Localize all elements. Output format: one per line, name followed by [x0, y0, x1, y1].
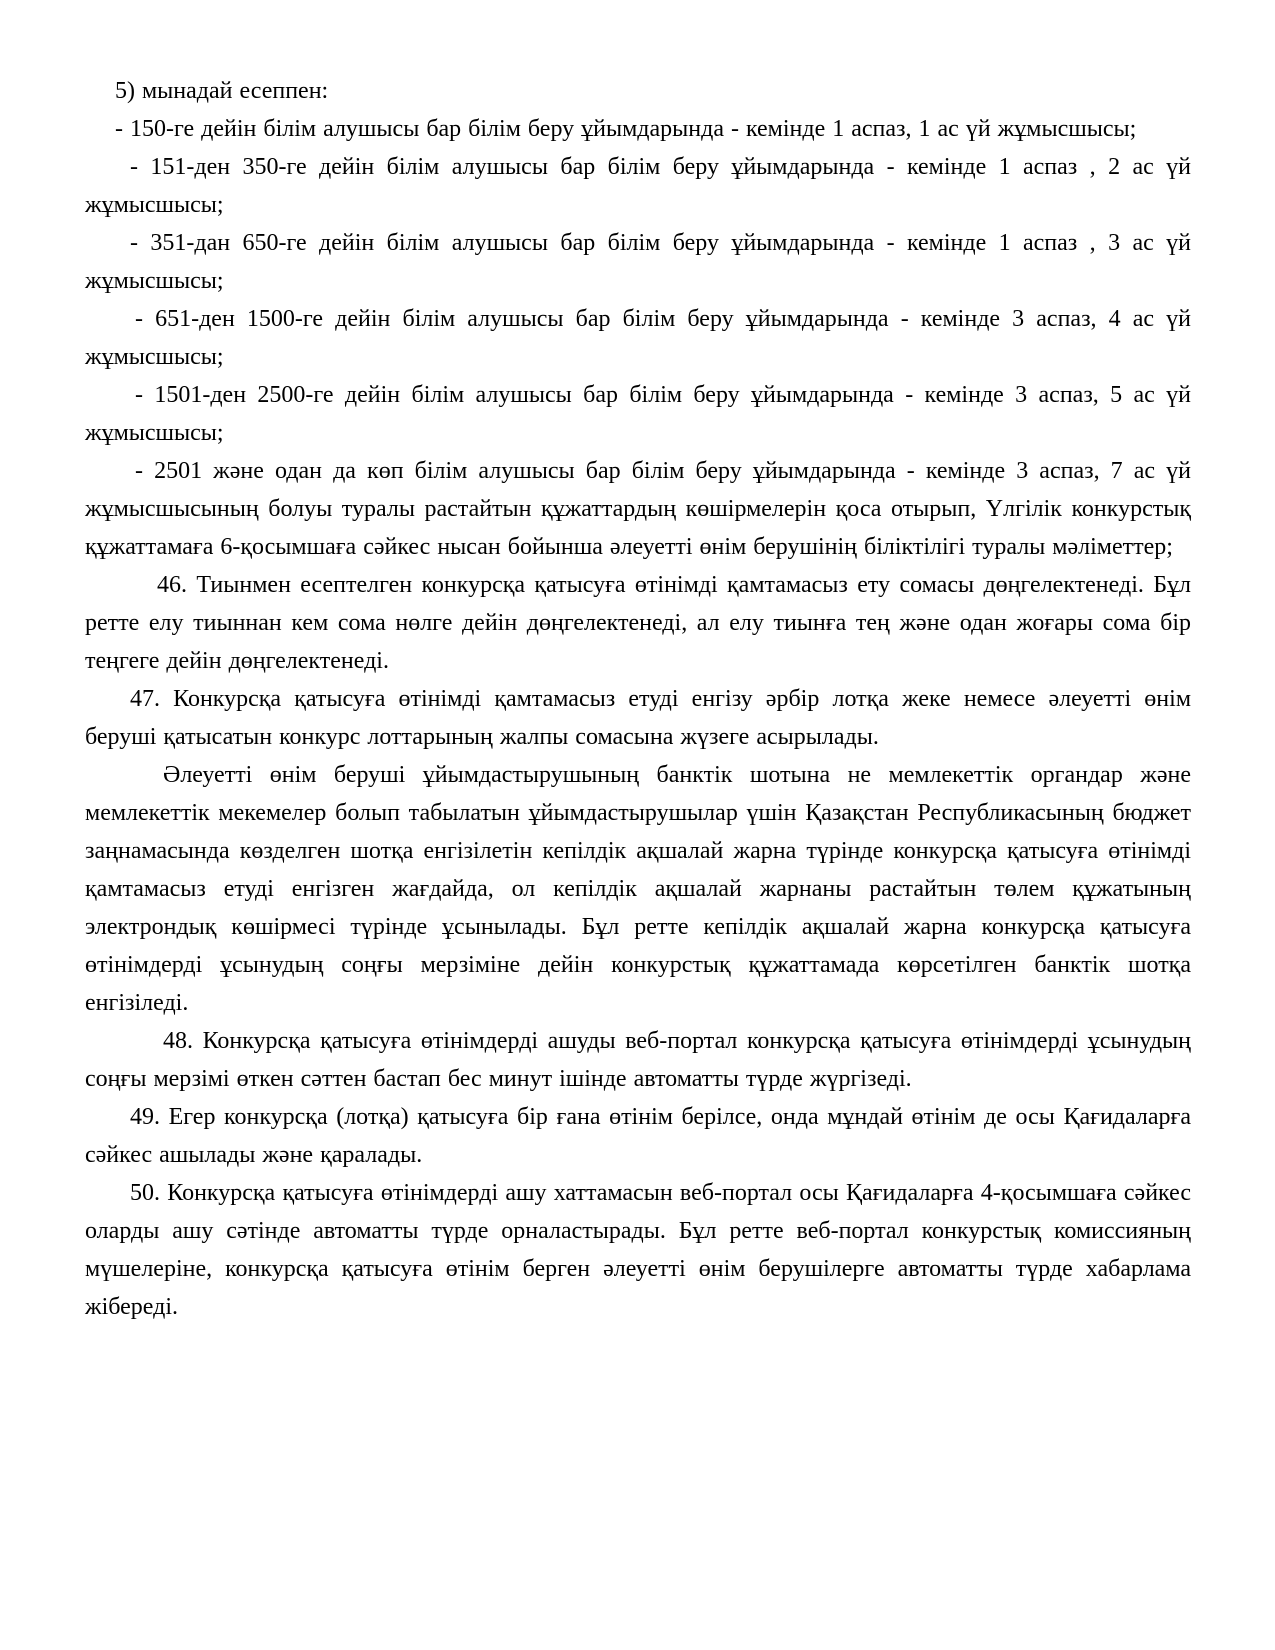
paragraph-clause-46: 46. Тиынмен есептелген конкурсқа қатысуға өтінімді қамтамасыз ету сомасы дөңгелектенеді. Бұл ретте елу тиыннан кем сома нөлге дейін дөңгелектенеді, ал елу тиынға тең және одан жоғары сома бір теңгеге дейін дөңгелектенеді. [85, 572, 1191, 674]
paragraph-clause-48: 48. Конкурсқа қатысуға өтінімдерді ашуды веб-портал конкурсқа қатысуға өтінімдерді ұсынудың соңғы мерзімі өткен сәттен бастап бес минут ішінде автоматты түрде жүргізеді. [85, 1028, 1191, 1092]
paragraph-clause-47-cont: Әлеуетті өнім беруші ұйымдастырушының банктік шотына не мемлекеттік органдар және мемлекеттік мекемелер болып табылатын ұйымдастырушылар үшін Қазақстан Республикасының бюджет заңнамасында көзделген шотқа енгізілетін кепілдік ақшалай жарна түрінде конкурсқа қатысуға өтінімді қамтамасыз етуді енгізген жағдайда, ол кепілдік ақшалай жарнаны растайтын төлем құжатының электрондық көшірмесі түрінде ұсынылады. Бұл ретте кепілдік ақшалай жарна конкурсқа қатысуға өтінімдерді ұсынудың соңғы мерзіміне дейін конкурстық құжаттамада көрсетілген банктік шотқа енгізіледі. [85, 762, 1191, 1016]
paragraph-clause-47: 47. Конкурсқа қатысуға өтінімді қамтамасыз етуді енгізу әрбір лотқа жеке немесе әлеуетті өнім беруші қатысатын конкурс лоттарының жалпы сомасына жүзеге асырылады. [85, 686, 1191, 750]
paragraph-clause-45-5: 5) мынадай есеппен: [115, 78, 329, 104]
paragraph-item-1501-2500: - 1501-ден 2500-ге дейін білім алушысы бар білім беру ұйымдарында - кемінде 3 аспаз, 5 ас үй жұмысшысы; [85, 382, 1191, 446]
paragraph-clause-49: 49. Егер конкурсқа (лотқа) қатысуға бір ғана өтінім берілсе, онда мұндай өтінім де осы Қағидаларға сәйкес ашылады және қаралады. [85, 1104, 1191, 1168]
paragraph-item-351-650: - 351-дан 650-ге дейін білім алушысы бар білім беру ұйымдарында - кемінде 1 аспаз , 3 ас үй жұмысшысы; [85, 230, 1191, 294]
paragraph-clause-50: 50. Конкурсқа қатысуға өтінімдерді ашу хаттамасын веб-портал осы Қағидаларға 4-қосымшаға сәйкес оларды ашу сәтінде автоматты түрде орналастырады. Бұл ретте веб-портал конкурстық комиссияның мүшелеріне, конкурсқа қатысуға өтінім берген әлеуетті өнім берушілерге автоматты түрде хабарлама жібереді. [85, 1180, 1191, 1320]
paragraph-item-150: - 150-ге дейін білім алушысы бар білім беру ұйымдарында - кемінде 1 аспаз, 1 ас үй жұмысшысы; [115, 116, 1137, 142]
paragraph-item-2501-plus: - 2501 және одан да көп білім алушысы бар білім беру ұйымдарында - кемінде 3 аспаз, 7 ас үй жұмысшысының болуы туралы растайтын құжаттардың көшірмелерін қоса отырып, Үлгілік конкурстық құжаттамаға 6-қосымшаға сәйкес нысан бойынша әлеуетті өнім берушінің біліктілігі туралы мәліметтер; [85, 458, 1191, 560]
paragraph-item-651-1500: - 651-ден 1500-ге дейін білім алушысы бар білім беру ұйымдарында - кемінде 3 аспаз, 4 ас үй жұмысшысы; [85, 306, 1191, 370]
paragraph-item-151-350: - 151-ден 350-ге дейін білім алушысы бар білім беру ұйымдарында - кемінде 1 аспаз , 2 ас үй жұмысшысы; [85, 154, 1191, 218]
document-body [85, 72, 1191, 1326]
